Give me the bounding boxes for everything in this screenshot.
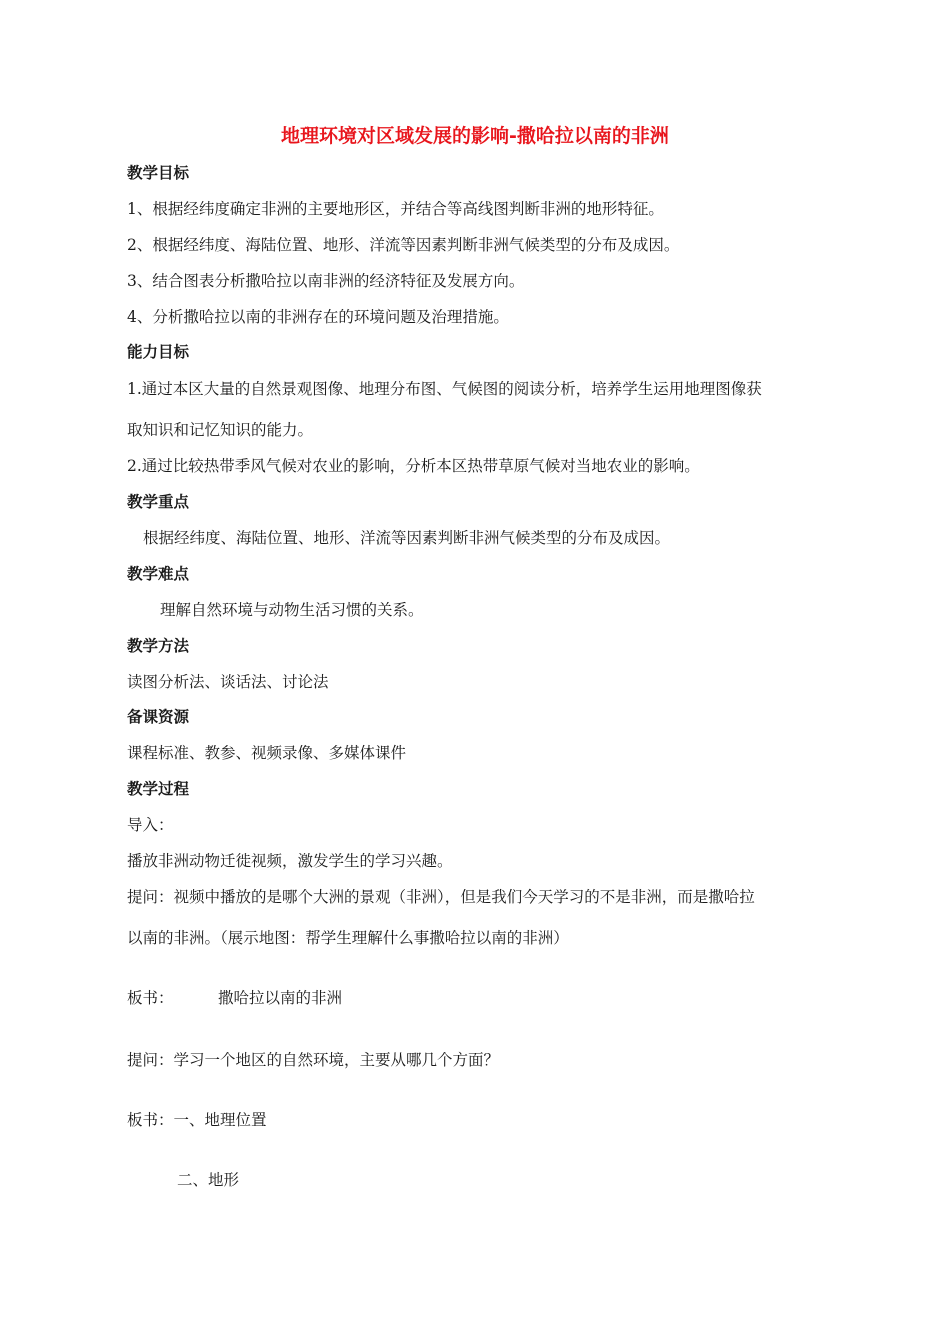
heading-difficulties: 教学难点 — [127, 565, 190, 583]
process-question-1-line-2: 以南的非洲。（展示地图：帮学生理解什么事撒哈拉以南的非洲） — [127, 929, 569, 947]
process-board-1-label: 板书： — [127, 989, 174, 1007]
heading-abilities: 能力目标 — [127, 343, 190, 361]
methods-text: 读图分析法、谈话法、讨论法 — [127, 673, 329, 691]
objective-item-4: 4、分析撒哈拉以南的非洲存在的环境问题及治理措施。 — [127, 308, 509, 326]
resources-text: 课程标准、教参、视频录像、多媒体课件 — [127, 744, 407, 762]
heading-process: 教学过程 — [127, 780, 190, 798]
key-points-text: 根据经纬度、海陆位置、地形、洋流等因素判断非洲气候类型的分布及成因。 — [143, 529, 671, 547]
objective-item-1: 1、根据经纬度确定非洲的主要地形区，并结合等高线图判断非洲的地形特征。 — [127, 200, 664, 218]
objective-item-2: 2、根据经纬度、海陆位置、地形、洋流等因素判断非洲气候类型的分布及成因。 — [127, 236, 680, 254]
process-question-1-line-1: 提问：视频中播放的是哪个大洲的景观（非洲），但是我们今天学习的不是非洲，而是撒哈拉 — [127, 888, 755, 906]
heading-resources: 备课资源 — [127, 708, 190, 726]
ability-item-1-line-2: 取知识和记忆知识的能力。 — [127, 421, 314, 439]
difficulties-text: 理解自然环境与动物生活习惯的关系。 — [160, 601, 424, 619]
process-board-2: 板书：一、地理位置 — [127, 1111, 267, 1129]
ability-item-2: 2.通过比较热带季风气候对农业的影响，分析本区热带草原气候对当地农业的影响。 — [127, 457, 700, 475]
process-question-2: 提问：学习一个地区的自然环境，主要从哪几个方面？ — [127, 1051, 500, 1069]
objective-item-3: 3、结合图表分析撒哈拉以南非洲的经济特征及发展方向。 — [127, 272, 525, 290]
ability-item-1-line-1: 1.通过本区大量的自然景观图像、地理分布图、气候图的阅读分析，培养学生运用地理图像获 — [127, 380, 762, 398]
heading-objectives: 教学目标 — [127, 164, 190, 182]
process-board-2-item-2: 二、地形 — [177, 1171, 240, 1189]
process-board-1-text: 撒哈拉以南的非洲 — [218, 989, 343, 1007]
process-intro: 导入： — [127, 816, 174, 834]
process-play: 播放非洲动物迁徙视频，激发学生的学习兴趣。 — [127, 852, 453, 870]
document-title: 地理环境对区域发展的影响-撒哈拉以南的非洲 — [281, 125, 669, 147]
heading-key-points: 教学重点 — [127, 493, 190, 511]
heading-methods: 教学方法 — [127, 637, 190, 655]
